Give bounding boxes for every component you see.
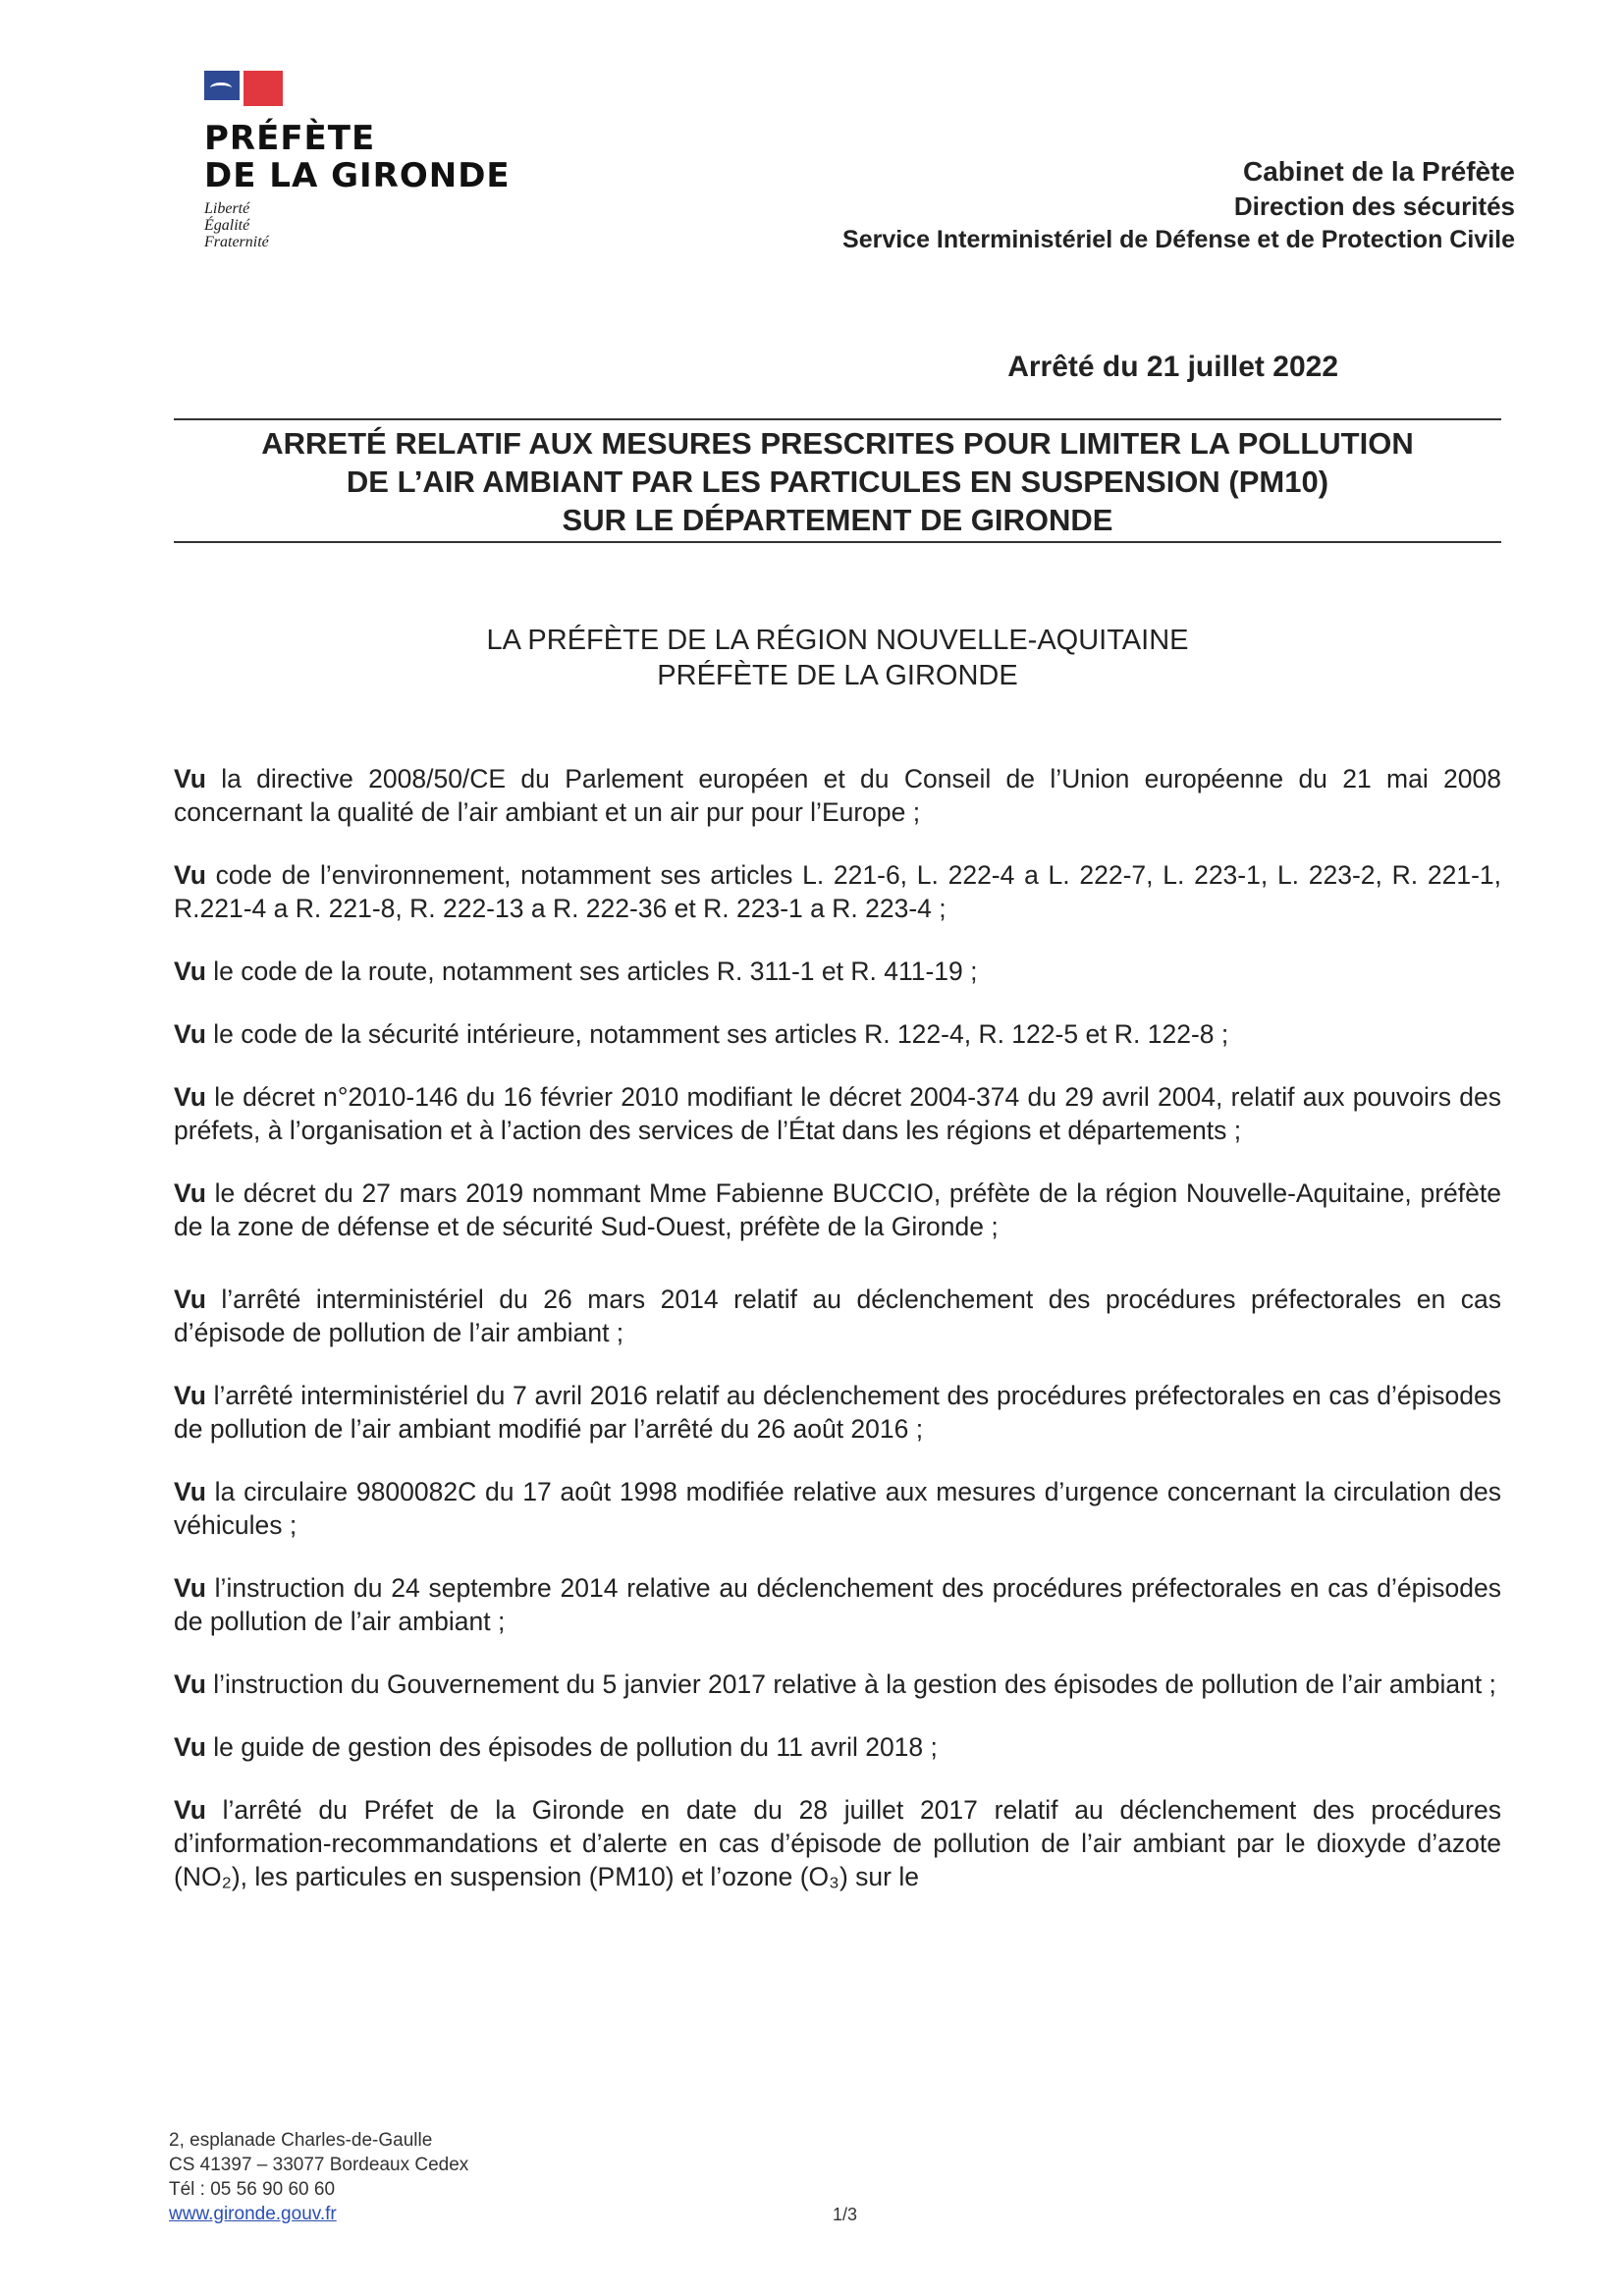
consideration-paragraph bbox=[174, 1667, 1501, 1701]
marianne-flag-icon bbox=[204, 71, 511, 106]
consideration-paragraph bbox=[174, 762, 1501, 829]
consideration-paragraph bbox=[174, 1379, 1501, 1446]
authority-line-1: LA PRÉFÈTE DE LA RÉGION NOUVELLE-AQUITAINE bbox=[486, 625, 1189, 656]
consideration-text: l’arrêté interministériel du 26 mars 2014 relatif au déclenchement des procédures préfectorales en cas d’épisode de pollution de l’air ambiant ; bbox=[174, 1285, 1501, 1347]
vu-keyword: Vu bbox=[174, 1573, 206, 1603]
consideration-text: la circulaire 9800082C du 17 août 1998 modifiée relative aux mesures d’urgence concernant la circulation des véhicules ; bbox=[174, 1477, 1501, 1540]
consideration-text: code de l’environnement, notamment ses articles L. 221-6, L. 222-4 a L. 222-7, L. 223-1, L. 223-2, R. 221-1, R.221-4 a R. 221-8, R. 222-13 a R. 222-36 et R. 223-1 a R. 223-4 ; bbox=[174, 860, 1501, 923]
consideration-text: l’arrêté interministériel du 7 avril 2016 relatif au déclenchement des procédures préfectorales en cas d’épisodes de pollution de l’air ambiant modifié par l’arrêté du 26 août 2016 ; bbox=[174, 1381, 1501, 1444]
consideration-text: l’instruction du Gouvernement du 5 janvier 2017 relative à la gestion des épisodes de pollution de l’air ambiant ; bbox=[205, 1669, 1496, 1699]
title-line-1: ARRETÉ RELATIF AUX MESURES PRESCRITES POUR LIMITER LA POLLUTION bbox=[261, 426, 1414, 461]
arrete-date: Arrêté du 21 juillet 2022 bbox=[1007, 351, 1338, 383]
consideration-paragraph bbox=[174, 1475, 1501, 1542]
consideration-paragraph bbox=[174, 1017, 1501, 1051]
prefecture-name: PRÉFÈTE DE LA GIRONDE bbox=[204, 119, 511, 195]
issuing-authority bbox=[174, 623, 1501, 693]
title-line-2: DE L’AIR AMBIANT PAR LES PARTICULES EN SUSPENSION (PM10) bbox=[346, 465, 1329, 499]
vu-keyword: Vu bbox=[174, 1477, 206, 1506]
consideration-text: le code de la route, notamment ses articles R. 311-1 et R. 411-19 ; bbox=[205, 957, 978, 986]
consideration-paragraph bbox=[174, 858, 1501, 925]
direction-label: Direction des sécurités bbox=[1233, 191, 1515, 221]
considerations-list bbox=[174, 762, 1501, 1923]
consideration-paragraph bbox=[174, 1283, 1501, 1349]
footer-phone: Tél : 05 56 90 60 60 bbox=[169, 2179, 336, 2200]
document-title bbox=[174, 424, 1501, 539]
title-bottom-divider bbox=[174, 541, 1501, 543]
consideration-paragraph bbox=[174, 1176, 1501, 1243]
consideration-text: l’instruction du 24 septembre 2014 relative au déclenchement des procédures préfectorales en cas d’épisodes de pollution de l’air ambiant ; bbox=[174, 1573, 1501, 1636]
republic-motto: Liberté Égalité Fraternité bbox=[204, 200, 269, 250]
consideration-text: le décret du 27 mars 2019 nommant Mme Fabienne BUCCIO, préfète de la région Nouvelle-Aquitaine, préfète de la zone de défense et de sécurité Sud-Ouest, préfète de la Gironde ; bbox=[174, 1178, 1501, 1241]
cabinet-label: Cabinet de la Préfète bbox=[1243, 156, 1515, 187]
consideration-text: l’arrêté du Préfet de la Gironde en date du 28 juillet 2017 relatif au déclenchement des procédures d’information-recommandations et d’alerte en cas d’épisode de pollution de l’air ambiant par le dioxyde d’azote (NO₂), les particules en suspension (PM10) et l’ozone (O₃) sur le bbox=[174, 1795, 1501, 1891]
page-number: 1/3 bbox=[833, 2205, 858, 2224]
consideration-text: la directive 2008/50/CE du Parlement européen et du Conseil de l’Union européenne du 21 mai 2008 concernant la qualité de l’air ambiant et un air pur pour l’Europe ; bbox=[174, 764, 1501, 827]
consideration-text: le guide de gestion des épisodes de pollution du 11 avril 2018 ; bbox=[205, 1732, 938, 1762]
vu-keyword: Vu bbox=[174, 1285, 206, 1314]
footer-address-line-1: 2, esplanade Charles-de-Gaulle bbox=[169, 2130, 433, 2151]
vu-keyword: Vu bbox=[174, 957, 206, 986]
prefecture-logo bbox=[204, 71, 511, 250]
vu-keyword: Vu bbox=[174, 1019, 206, 1049]
consideration-paragraph bbox=[174, 1730, 1501, 1764]
consideration-paragraph bbox=[174, 1080, 1501, 1147]
title-top-divider bbox=[174, 418, 1501, 420]
consideration-text: le code de la sécurité intérieure, notamment ses articles R. 122-4, R. 122-5 et R. 122-8 ; bbox=[205, 1019, 1229, 1049]
vu-keyword: Vu bbox=[174, 1669, 206, 1699]
consideration-paragraph bbox=[174, 1793, 1501, 1893]
vu-keyword: Vu bbox=[174, 764, 206, 793]
consideration-paragraph bbox=[174, 1571, 1501, 1638]
service-header bbox=[842, 154, 1515, 256]
authority-line-2: PRÉFÈTE DE LA GIRONDE bbox=[657, 660, 1018, 691]
title-line-3: SUR LE DÉPARTEMENT DE GIRONDE bbox=[562, 503, 1113, 537]
vu-keyword: Vu bbox=[174, 1381, 206, 1410]
service-label: Service Interministériel de Défense et de Protection Civile bbox=[842, 226, 1515, 253]
vu-keyword: Vu bbox=[174, 1082, 206, 1112]
vu-keyword: Vu bbox=[174, 1795, 206, 1825]
page-footer bbox=[169, 2128, 468, 2226]
vu-keyword: Vu bbox=[174, 1178, 206, 1208]
vu-keyword: Vu bbox=[174, 1732, 206, 1762]
footer-address-line-2: CS 41397 – 33077 Bordeaux Cedex bbox=[169, 2155, 469, 2175]
consideration-paragraph bbox=[174, 955, 1501, 988]
consideration-text: le décret n°2010-146 du 16 février 2010 modifiant le décret 2004-374 du 29 avril 2004, relatif aux pouvoirs des préfets, à l’organisation et à l’action des services de l’État dans les régions et départements ; bbox=[174, 1082, 1501, 1145]
footer-website-link[interactable]: www.gironde.gouv.fr bbox=[169, 2204, 337, 2224]
vu-keyword: Vu bbox=[174, 860, 206, 890]
